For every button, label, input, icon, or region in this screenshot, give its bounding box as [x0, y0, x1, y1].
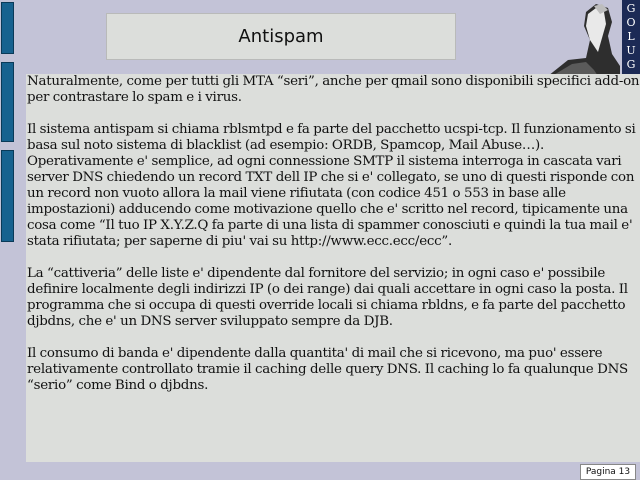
side-tab-2 — [1, 62, 14, 142]
logo-letter-g: G — [626, 2, 636, 15]
logo-letter-o: O — [626, 16, 636, 29]
logo-letter-l: L — [627, 30, 635, 43]
paragraph-bandwidth: Il consumo di banda e' dipendente dalla quantita' di mail che si ricevono, ma puo' essere relativamente controllato tramie il caching delle query DNS. Il caching lo fa qualunque DNS “serio” come Bind o djbdns. — [27, 346, 628, 393]
paragraph-intro: Naturalmente, come per tutti gli MTA “seri”, anche per qmail sono disponibili specifici add-on per contrastare lo spam e i virus. — [27, 74, 640, 105]
slide-title-box — [106, 13, 456, 60]
slide-title: Antispam — [238, 26, 324, 47]
slide-content — [26, 74, 640, 462]
logo-letter-g2: G — [626, 58, 636, 71]
paragraph-rblsmtpd: Il sistema antispam si chiama rblsmtpd e fa parte del pacchetto ucspi-tcp. Il funzionamento si basa sul noto sistema di blacklist (ad esempio: ORDB, Spamcop, Mail Abuse…). Operativamente e' semplice, ad ogni connessione SMTP il sistema interroga in cascata vari server DNS chiedendo un record TXT dell IP che si e' collegato, se uno di questi risponde con un record non vuoto allora la mail viene rifiutata (con codice 451 o 553 in base alle impostazioni) adducendo come motivazione quello che e' scritto nel record, tipicamente una cosa come “Il tuo IP X.Y.Z.Q fa parte di una lista di spammer conosciuti e quindi la tua mail e' stata rifiutata; per saperne di piu' vai su http://www.ecc.ecc/ecc”. — [27, 122, 636, 249]
page-number-label: Pagina 13 — [580, 464, 636, 480]
side-tab-1 — [1, 2, 14, 54]
logo-letter-u: U — [626, 44, 636, 57]
paragraph-blacklist-policy: La “cattiveria” delle liste e' dipendente dal fornitore del servizio; in ogni caso e' possibile definire localmente degli indirizzi IP (o dei range) dai quali accettare in ogni caso la posta. Il programma che si occupa di questi override locali si chiama rbldns, e fa parte del pacchetto djbdns, che e' un DNS server sviluppato sempre da DJB. — [27, 266, 628, 329]
side-tab-3 — [1, 150, 14, 242]
